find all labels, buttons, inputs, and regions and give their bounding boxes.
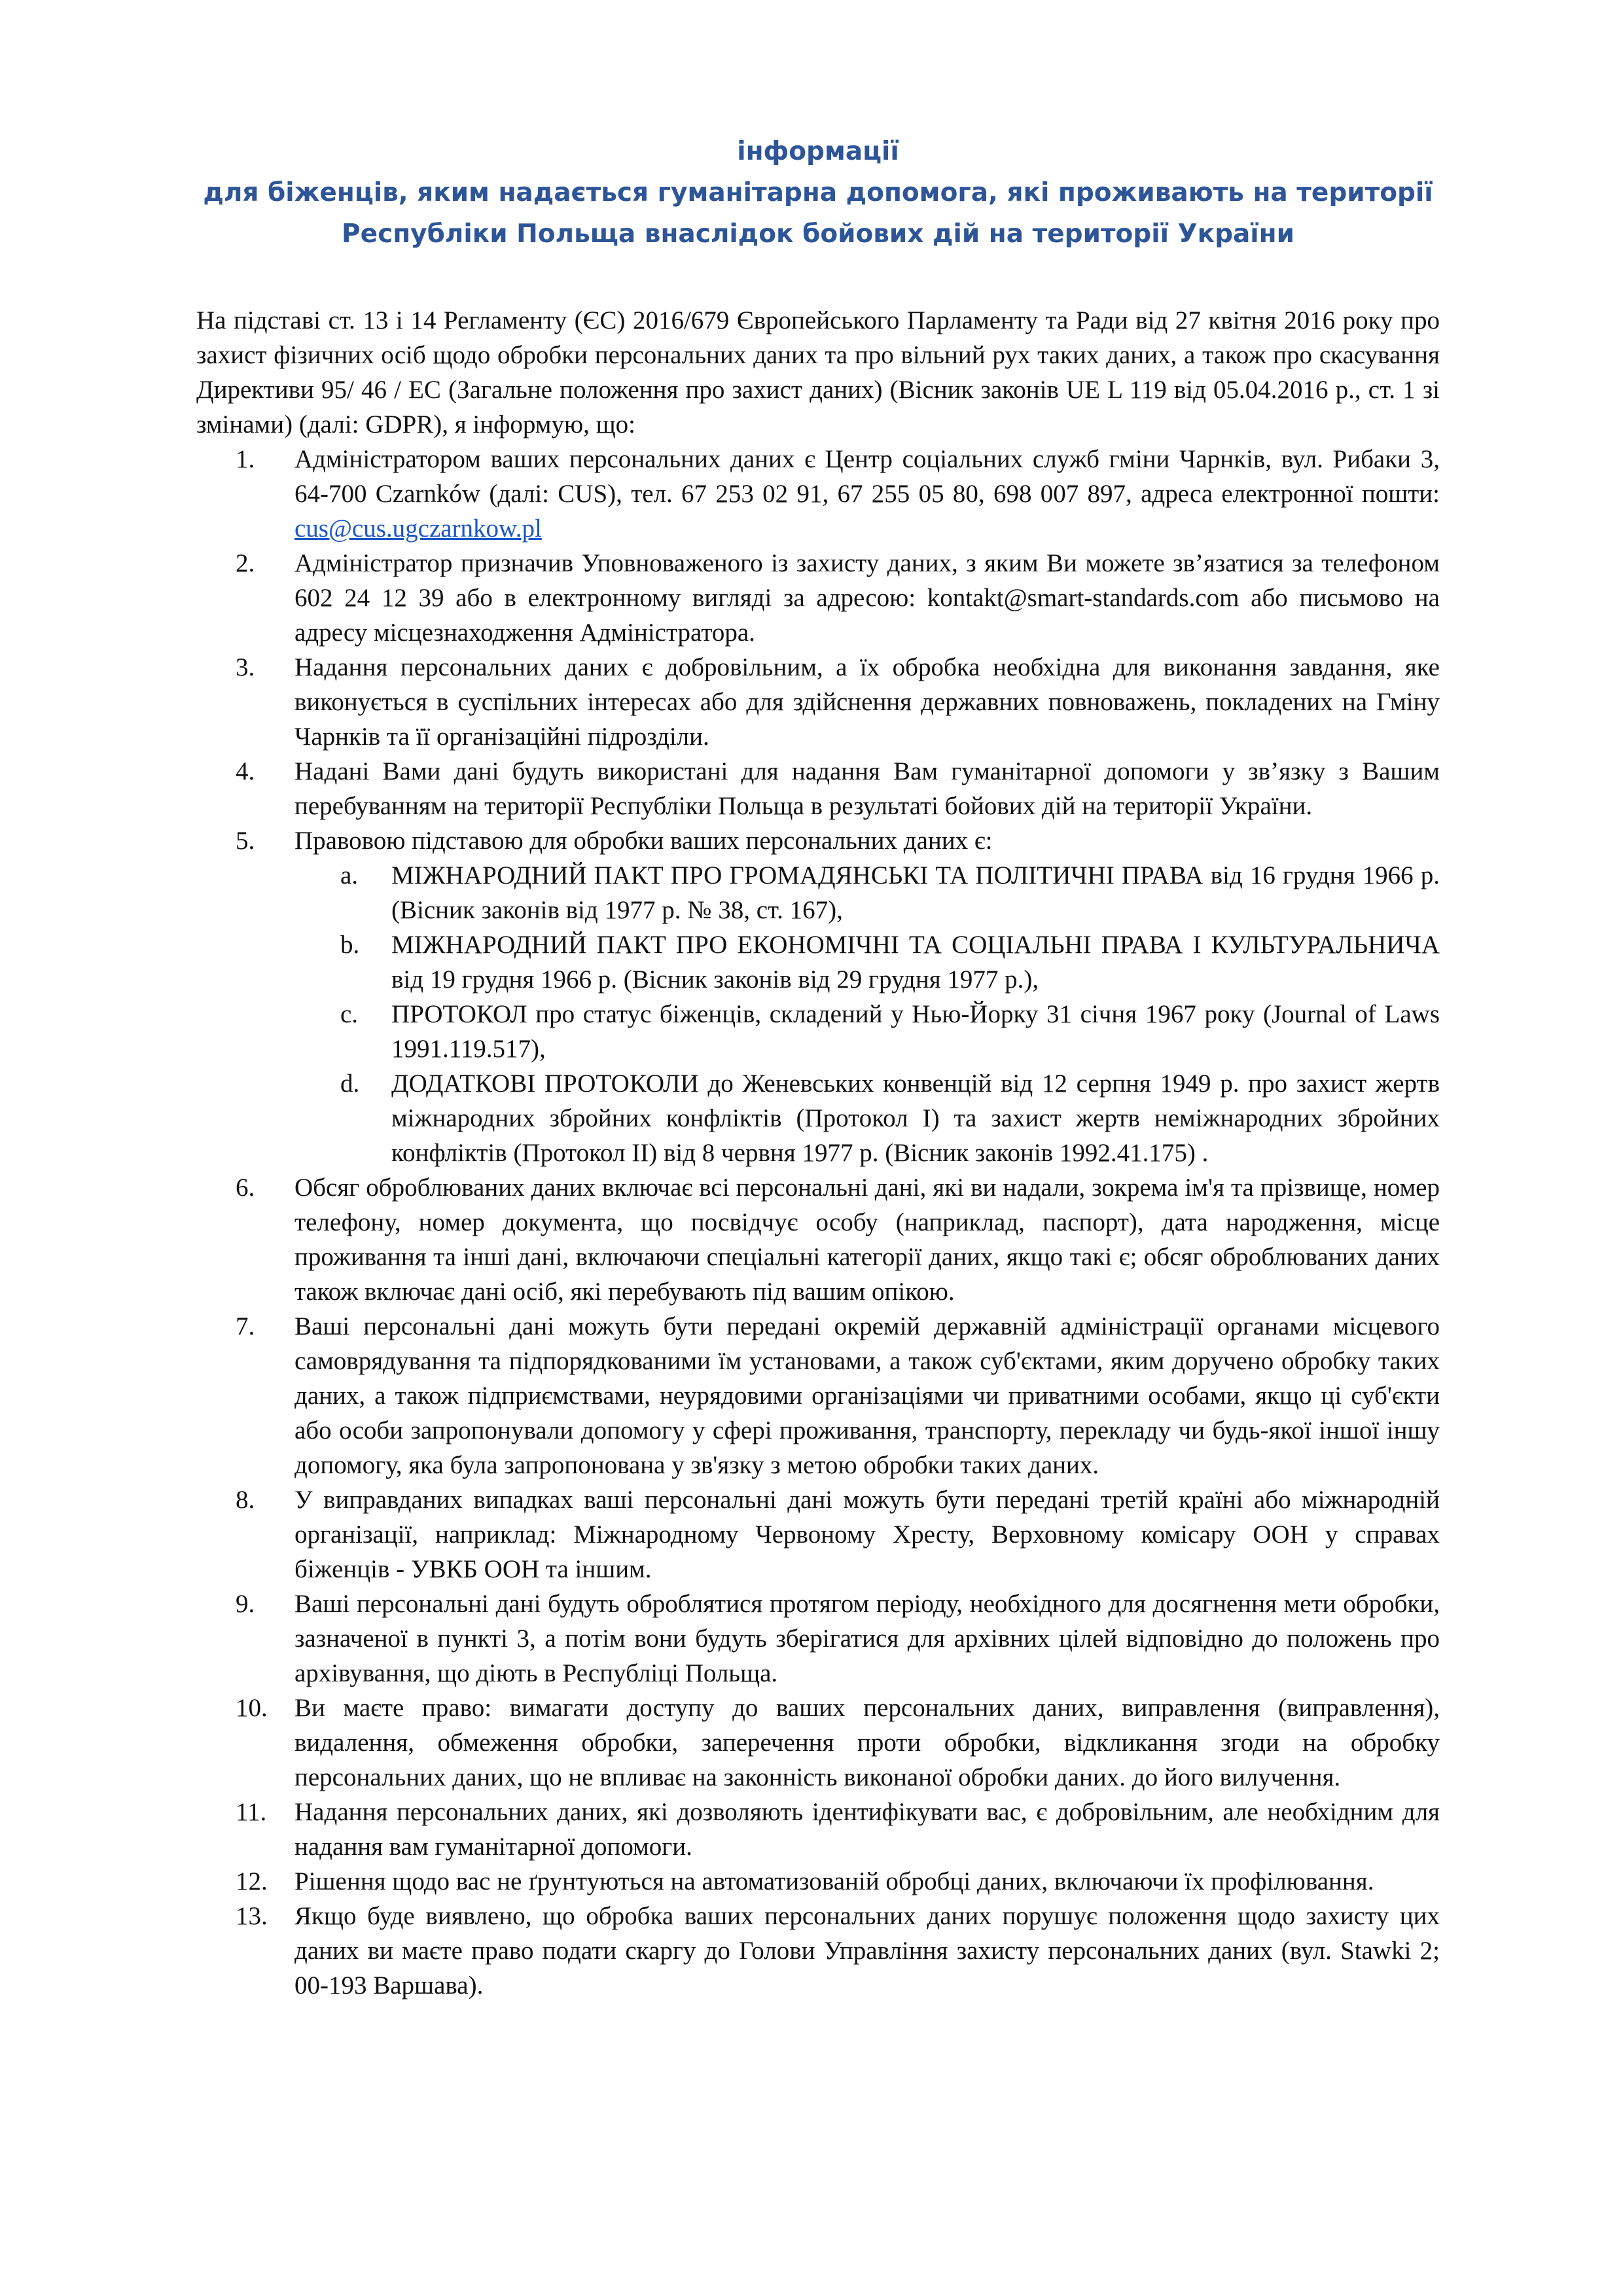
item-text: Ви маєте право: вимагати доступу до ваших персональних даних, виправлення (виправлення), видалення, обмеження обробки, заперечення проти обробки, відкликання згоди на обробку персональних даних, що не впливає на законність виконаної обробки даних. до його вилучення.: [294, 1694, 1440, 1791]
list-item: [196, 442, 1440, 546]
list-item: [196, 1795, 1440, 1864]
list-item: [196, 1482, 1440, 1587]
sublist-text: ПРОТОКОЛ про статус біженців, складений у Нью-Йорку 31 січня 1967 року (Journal of Laws 1991.119.517),: [391, 1000, 1440, 1063]
item-number: 8.: [236, 1486, 255, 1514]
sublist-text: МІЖНАРОДНИЙ ПАКТ ПРО ЕКОНОМІЧНІ ТА СОЦІАЛЬНІ ПРАВА І КУЛЬТУРАЛЬНИЧА від 19 грудня 1966 р. (Вісник законів від 29 грудня 1977 р.),: [391, 931, 1440, 994]
item-number: 6.: [236, 1174, 255, 1202]
item-text: Ваші персональні дані можуть бути передані окремій державній адміністрації органами місцевого самоврядування та підпорядкованими їм установами, а також суб'єктами, яким доручено обробку таких даних, а також підприємствами, неурядовими організаціями чи приватними особами, якщо ці суб'єкти або особи запропонували допомогу у сфері проживання, транспорту, перекладу чи будь-якої іншої іншу допомогу, яка була запропонована у зв'язку з метою обробки таких даних.: [294, 1312, 1440, 1479]
item-text: Надані Вами дані будуть використані для надання Вам гуманітарної допомоги у зв’язку з Вашим перебуванням на території Республіки Польща в результаті бойових дій на території України.: [294, 757, 1440, 820]
title-line-1: інформації: [737, 137, 899, 166]
title-line-2: для біженців, яким надається гуманітарна допомога, які проживають на території: [203, 178, 1433, 207]
item-text: Рішення щодо вас не ґрунтуються на автоматизованій обробці даних, включаючи їх профілювання.: [294, 1867, 1374, 1895]
item-number: 1.: [236, 445, 255, 473]
list-item: [196, 823, 1440, 1170]
sublist-text: МІЖНАРОДНИЙ ПАКТ ПРО ГРОМАДЯНСЬКІ ТА ПОЛІТИЧНІ ПРАВА від 16 грудня 1966 р. (Вісник законів від 1977 р. № 38, ст. 167),: [391, 861, 1440, 924]
item-number: 11.: [236, 1798, 267, 1826]
sublist-letter: a.: [340, 861, 359, 889]
list-item: [196, 754, 1440, 823]
item-text: Обсяг оброблюваних даних включає всі персональні дані, які ви надали, зокрема ім'я та прізвище, номер телефону, номер документа, що посвідчує особу (наприклад, паспорт), дата народження, місце проживання та інші дані, включаючи спеціальні категорії даних, якщо такі є; обсяг оброблюваних даних також включає дані осіб, які перебувають під вашим опікою.: [294, 1174, 1440, 1306]
item-number: 5.: [236, 827, 255, 855]
item-number: 3.: [236, 653, 255, 681]
title-line-3: Республіки Польща внаслідок бойових дій на території України: [342, 219, 1294, 249]
item-number: 4.: [236, 757, 255, 785]
document-title: [196, 131, 1440, 255]
item-text: Надання персональних даних є добровільним, а їх обробка необхідна для виконання завдання, яке виконується в суспільних інтересах або для здійснення державних повноважень, покладених на Гміну Чарнків та її організаційні підрозділи.: [294, 653, 1440, 751]
list-item: [196, 1170, 1440, 1309]
sublist-letter: d.: [340, 1069, 360, 1098]
sublist-item: [293, 927, 1440, 997]
list-item: [196, 1587, 1440, 1691]
item-text: Адміністратором ваших персональних даних є Центр соціальних служб гміни Чарнків, вул. Рибаки 3, 64-700 Czarnków (далі: CUS), тел. 67 253 02 91, 67 255 05 80, 698 007 897, адреса електронної пошти:: [294, 445, 1440, 508]
list-item: [196, 1691, 1440, 1795]
item-number: 12.: [236, 1867, 268, 1895]
list-item: [196, 546, 1440, 650]
item-text: Правовою підставою для обробки ваших персональних даних є:: [294, 827, 993, 855]
item-text: У виправданих випадках ваші персональні дані можуть бути передані третій країні або міжнародній організації, наприклад: Міжнародному Червоному Хресту, Верховному комісару ООН у справах біженців - УВКБ ООН та іншим.: [294, 1486, 1440, 1583]
list-item: [196, 1899, 1440, 2003]
list-item: [196, 650, 1440, 754]
item-number: 13.: [236, 1902, 268, 1930]
item-number: 7.: [236, 1312, 255, 1340]
legal-basis-sublist: [294, 858, 1440, 1170]
item-number: 10.: [236, 1694, 268, 1722]
item-text: Надання персональних даних, які дозволяють ідентифікувати вас, є добровільним, але необхідним для надання вам гуманітарної допомоги.: [294, 1798, 1440, 1861]
sublist-item: [293, 858, 1440, 927]
item-text: Якщо буде виявлено, що обробка ваших персональних даних порушує положення щодо захисту цих даних ви маєте право подати скаргу до Голови Управління захисту персональних даних (вул. Stawki 2; 00-193 Варшава).: [294, 1902, 1440, 2000]
sublist-item: [293, 997, 1440, 1066]
item-number: 9.: [236, 1590, 255, 1618]
numbered-list: [196, 442, 1440, 2003]
list-item: [196, 1864, 1440, 1899]
document-page: [196, 131, 1440, 2003]
item-text: Ваші персональні дані будуть оброблятися протягом періоду, необхідного для досягнення мети обробки, зазначеної в пункті 3, а потім вони будуть зберігатися для архівних цілей відповідно до положень про архівування, що діють в Республіці Польща.: [294, 1590, 1440, 1687]
list-item: [196, 1309, 1440, 1482]
intro-paragraph: На підставі ст. 13 і 14 Регламенту (ЄС) 2016/679 Європейського Парламенту та Ради від 27 квітня 2016 року про захист фізичних осіб щодо обробки персональних даних та про вільний рух таких даних, а також про скасування Директиви 95/ 46 / ЕС (Загальне положення про захист даних) (Вісник законів UE L 119 від 05.04.2016 р., ст. 1 зі змінами) (далі: GDPR), я інформую, що:: [196, 306, 1440, 439]
sublist-item: [293, 1066, 1440, 1170]
sublist-letter: b.: [340, 931, 360, 959]
item-number: 2.: [236, 549, 255, 577]
email-link[interactable]: cus@cus.ugczarnkow.pl: [294, 514, 542, 543]
item-text: Адміністратор призначив Уповноваженого із захисту даних, з яким Ви можете зв’язатися за телефоном 602 24 12 39 або в електронному вигляді за адресою: kontakt@smart-standards.com або письмово на адресу місцезнаходження Адміністратора.: [294, 549, 1440, 647]
sublist-letter: c.: [340, 1000, 359, 1028]
sublist-text: ДОДАТКОВІ ПРОТОКОЛИ до Женевських конвенцій від 12 серпня 1949 р. про захист жертв міжнародних збройних конфліктів (Протокол I) та захист жертв неміжнародних збройних конфліктів (Протокол II) від 8 червня 1977 р. (Вісник законів 1992.41.175) .: [391, 1069, 1440, 1167]
